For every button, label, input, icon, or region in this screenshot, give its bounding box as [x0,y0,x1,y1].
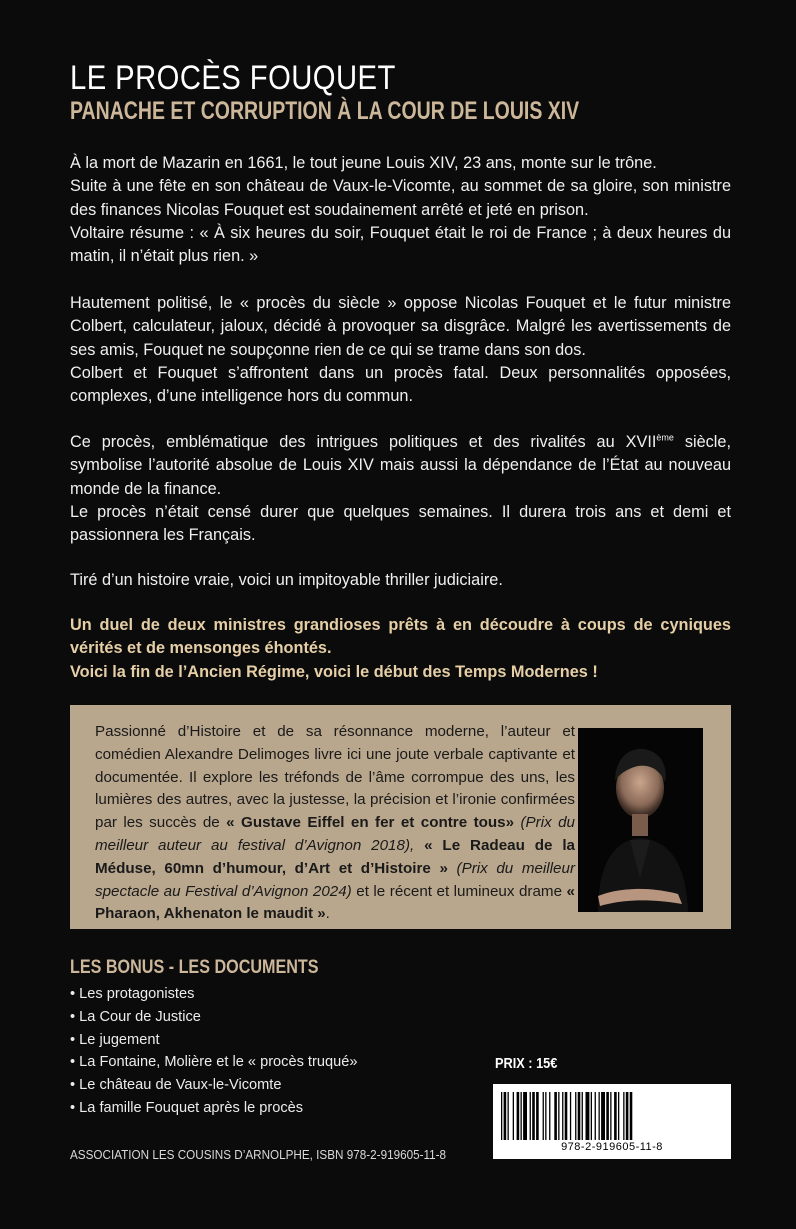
barcode-bar [530,1092,531,1140]
tagline-line: Un duel de deux ministres grandioses prêts à en découdre à coups de cyniques vérités et de mensonges éhontés. [70,616,731,658]
barcode-bar [630,1092,633,1140]
list-item: • Le château de Vaux-le-Vicomte [70,1074,357,1097]
bio-title-1: « Gustave Eiffel en fer et contre tous» [226,814,515,832]
synopsis-line: Colbert et Fouquet s’affrontent dans un procès fatal. Deux personnalités opposées, complexes, d’une intelligence hors du commun. [70,363,731,406]
barcode-bar [532,1092,535,1140]
synopsis-line: Voltaire résume : « À six heures du soir, Fouquet était le roi de France ; à deux heures du matin, il n’était plus rien. » [70,223,731,266]
synopsis-line: Le procès n’était censé durer que quelques semaines. Il durera trois ans et demi et passionnera les Français. [70,502,731,545]
barcode-bar [545,1092,546,1140]
barcode-bar [508,1092,509,1140]
barcode-bar [536,1092,539,1140]
barcode-bar [606,1092,609,1140]
barcode-bar [513,1092,514,1140]
synopsis-paragraph-1 [70,152,731,268]
author-bio [95,721,575,926]
synopsis-line [70,431,731,501]
barcode-bar [543,1092,544,1140]
barcode-bar [504,1092,507,1140]
barcode-bar [554,1092,557,1140]
author-photo [578,728,703,912]
barcode-bar [517,1092,520,1140]
barcode-bar [501,1092,502,1140]
barcode-bar [601,1092,605,1140]
author-portrait-icon [578,728,703,912]
barcode-bar [575,1092,576,1140]
barcode-bar [610,1092,611,1140]
barcode [493,1084,731,1159]
synopsis-paragraph-2 [70,292,731,408]
bio-title-2: « Le Radeau de la Méduse, 60mn d’humour, d’Art et d’Histoire » [95,836,575,877]
synopsis-line: Suite à une fête en son château de Vaux-le-Vicomte, au sommet de sa gloire, son ministre des finances Nicolas Fouquet est soudainement arrêté et jeté en prison. [70,177,731,219]
bio-title-3: « Pharaon, Akhenaton le maudit » [95,882,575,923]
list-item: • Le jugement [70,1029,357,1052]
barcode-bar [595,1092,596,1140]
barcode-bar [570,1092,571,1140]
text-span: Ce procès, emblématique des intrigues politiques et des rivalités au XVII [70,433,657,451]
bio-award-2: (Prix du meilleur spectacle au Festival d’Avignon 2024) [95,859,575,900]
synopsis-line: Hautement politisé, le « procès du siècle » oppose Nicolas Fouquet et le futur ministre Colbert, calculateur, jaloux, décidé à provoquer sa disgrâce. Malgré les avertissements de ses amis, Fouquet ne soupçonne rien de ce qui se trame dans son dos. [70,294,731,359]
synopsis-line: À la mort de Mazarin en 1661, le tout jeune Louis XIV, 23 ans, monte sur le trône. [70,154,657,172]
list-item: • La famille Fouquet après le procès [70,1097,357,1120]
author-bio-box [70,705,731,929]
bio-text: et le récent et lumineux drame [351,882,567,900]
barcode-bar [582,1092,583,1140]
barcode-bar [558,1092,559,1140]
book-subtitle: PANACHE ET CORRUPTION À LA COUR DE LOUIS XIV [70,97,580,125]
list-item: • La Cour de Justice [70,1006,357,1029]
barcode-bar [549,1092,550,1140]
barcode-bar [521,1092,522,1140]
synopsis-paragraph-4 [70,569,731,592]
barcode-icon [499,1092,725,1140]
barcode-digits: 978-2-919605-11-8 [561,1141,663,1153]
barcode-bar [623,1092,624,1140]
barcode-bar [586,1092,590,1140]
bio-text: Passionné d’Histoire et de sa résonnance moderne, l’auteur et comédien Alexandre Delimoges livre ici une joute verbale captivante et documentée. Il explore les tréfonds de l’âme corrompue des uns, les lumières des autres, avec la justesse, la précision et l’ironie confirmées par les succès de [95,723,575,832]
barcode-bar [562,1092,563,1140]
tagline-line: Voici la fin de l’Ancien Régime, voici le début des Temps Modernes ! [70,662,598,681]
barcode-bar [618,1092,619,1140]
publisher-footer: ASSOCIATION LES COUSINS D’ARNOLPHE, ISBN 978-2-919605-11-8 [70,1147,447,1162]
price-label: PRIX : 15€ [495,1055,558,1072]
book-title: LE PROCÈS FOUQUET [70,59,396,97]
barcode-bar [599,1092,600,1140]
barcode-bar [578,1092,581,1140]
barcode-bar [591,1092,592,1140]
synopsis-paragraph-3 [70,431,731,547]
bio-text: . [325,905,330,923]
tagline [70,614,731,684]
barcode-bar [523,1092,527,1140]
bonus-heading: LES BONUS - LES DOCUMENTS [70,957,319,978]
superscript: ème [656,432,674,443]
bio-award-1: (Prix du meilleur auteur au festival d’Avignon 2018), [95,814,575,854]
list-item: • Les protagonistes [70,983,357,1006]
list-item: • La Fontaine, Molière et le « procès truqué» [70,1051,357,1074]
text-span: siècle, symbolise l’autorité absolue de Louis XIV mais aussi la dépendance de l’État au nouveau monde de la finance. [70,433,731,498]
barcode-bar [614,1092,617,1140]
bonus-list [70,983,357,1120]
barcode-bar [565,1092,568,1140]
synopsis-line: Tiré d’un histoire vraie, voici un impitoyable thriller judiciaire. [70,571,503,589]
barcode-bar [626,1092,629,1140]
